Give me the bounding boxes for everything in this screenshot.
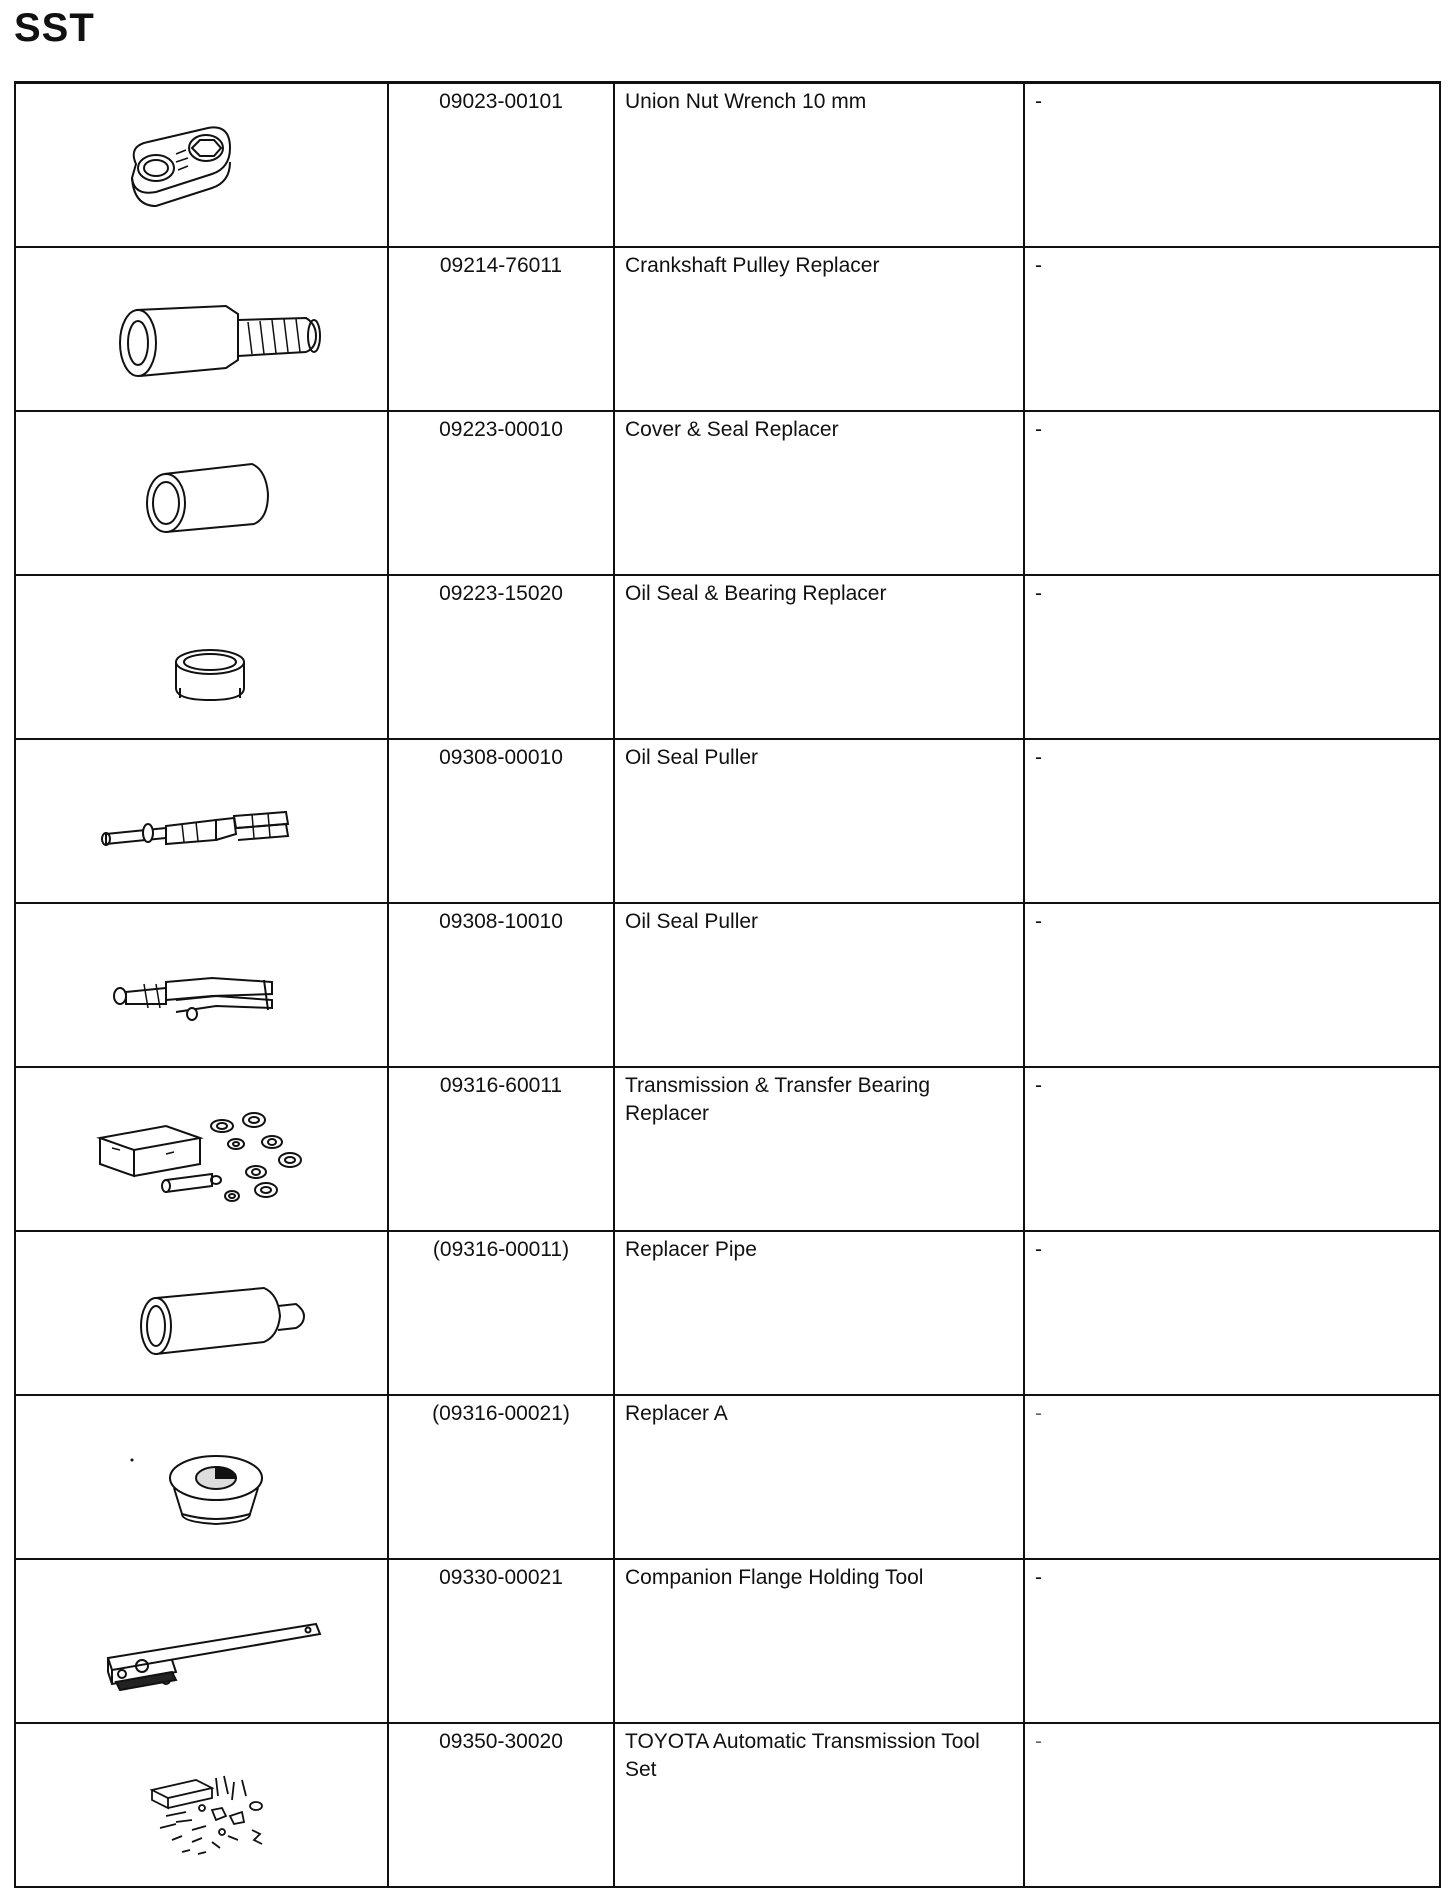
slide-hammer-puller-icon xyxy=(16,740,387,900)
tool-note: - xyxy=(1024,739,1440,903)
table-row xyxy=(15,411,1440,575)
table-row xyxy=(15,83,1440,248)
part-number: 09223-00010 xyxy=(388,411,614,575)
tool-image-cell xyxy=(15,739,388,903)
tool-name: Oil Seal Puller xyxy=(614,903,1024,1067)
tool-name: Replacer Pipe xyxy=(614,1231,1024,1395)
tool-note: - xyxy=(1024,1395,1440,1559)
tool-note: - xyxy=(1024,247,1440,411)
part-number: 09330-00021 xyxy=(388,1559,614,1723)
tool-image-cell xyxy=(15,411,388,575)
tool-name: Companion Flange Holding Tool xyxy=(614,1559,1024,1723)
pulley-replacer-icon xyxy=(16,248,387,408)
tool-note: - xyxy=(1024,1559,1440,1723)
seal-puller-jaws-icon xyxy=(16,904,387,1064)
part-number: 09316-60011 xyxy=(388,1067,614,1231)
tool-image-cell xyxy=(15,1231,388,1395)
tool-name: Union Nut Wrench 10 mm xyxy=(614,83,1024,248)
table-row xyxy=(15,1559,1440,1723)
part-number: 09223-15020 xyxy=(388,575,614,739)
tool-note: - xyxy=(1024,575,1440,739)
tool-image-cell xyxy=(15,83,388,248)
part-number: 09023-00101 xyxy=(388,83,614,248)
table-row xyxy=(15,739,1440,903)
part-number: 09214-76011 xyxy=(388,247,614,411)
tool-name: Replacer A xyxy=(614,1395,1024,1559)
table-row xyxy=(15,575,1440,739)
bearing-replacer-cup-icon xyxy=(16,576,387,736)
part-number: (09316-00021) xyxy=(388,1395,614,1559)
tool-name: Oil Seal Puller xyxy=(614,739,1024,903)
part-number: (09316-00011) xyxy=(388,1231,614,1395)
table-row xyxy=(15,1395,1440,1559)
tool-name: Oil Seal & Bearing Replacer xyxy=(614,575,1024,739)
table-row xyxy=(15,1231,1440,1395)
tool-image-cell xyxy=(15,1559,388,1723)
part-number: 09350-30020 xyxy=(388,1723,614,1887)
tool-note: - xyxy=(1024,903,1440,1067)
replacer-ring-icon xyxy=(16,1396,387,1556)
table-row xyxy=(15,1723,1440,1887)
replacer-pipe-icon xyxy=(16,1232,387,1392)
tool-image-cell xyxy=(15,1395,388,1559)
part-number: 09308-00010 xyxy=(388,739,614,903)
tool-note: - xyxy=(1024,83,1440,248)
tool-name: Transmission & Transfer Bearing Replacer xyxy=(614,1067,1024,1231)
transmission-tool-set-icon xyxy=(16,1724,387,1884)
tool-note: - xyxy=(1024,1723,1440,1887)
tool-image-cell xyxy=(15,575,388,739)
table-row xyxy=(15,903,1440,1067)
tool-name: Cover & Seal Replacer xyxy=(614,411,1024,575)
tool-note: - xyxy=(1024,1231,1440,1395)
flange-holding-tool-icon xyxy=(16,1560,387,1720)
tool-name: TOYOTA Automatic Transmission Tool Set xyxy=(614,1723,1024,1887)
tool-note: - xyxy=(1024,411,1440,575)
table-row xyxy=(15,1067,1440,1231)
tool-image-cell xyxy=(15,903,388,1067)
page-title: SST xyxy=(14,6,95,50)
table-row xyxy=(15,247,1440,411)
tool-image-cell xyxy=(15,1067,388,1231)
tool-image-cell xyxy=(15,1723,388,1887)
sst-table xyxy=(14,81,1441,1888)
tool-name: Crankshaft Pulley Replacer xyxy=(614,247,1024,411)
tool-note: - xyxy=(1024,1067,1440,1231)
bearing-replacer-set-icon xyxy=(16,1068,387,1228)
tool-image-cell xyxy=(15,247,388,411)
union-nut-wrench-icon xyxy=(16,84,387,244)
part-number: 09308-10010 xyxy=(388,903,614,1067)
seal-replacer-cylinder-icon xyxy=(16,412,387,572)
